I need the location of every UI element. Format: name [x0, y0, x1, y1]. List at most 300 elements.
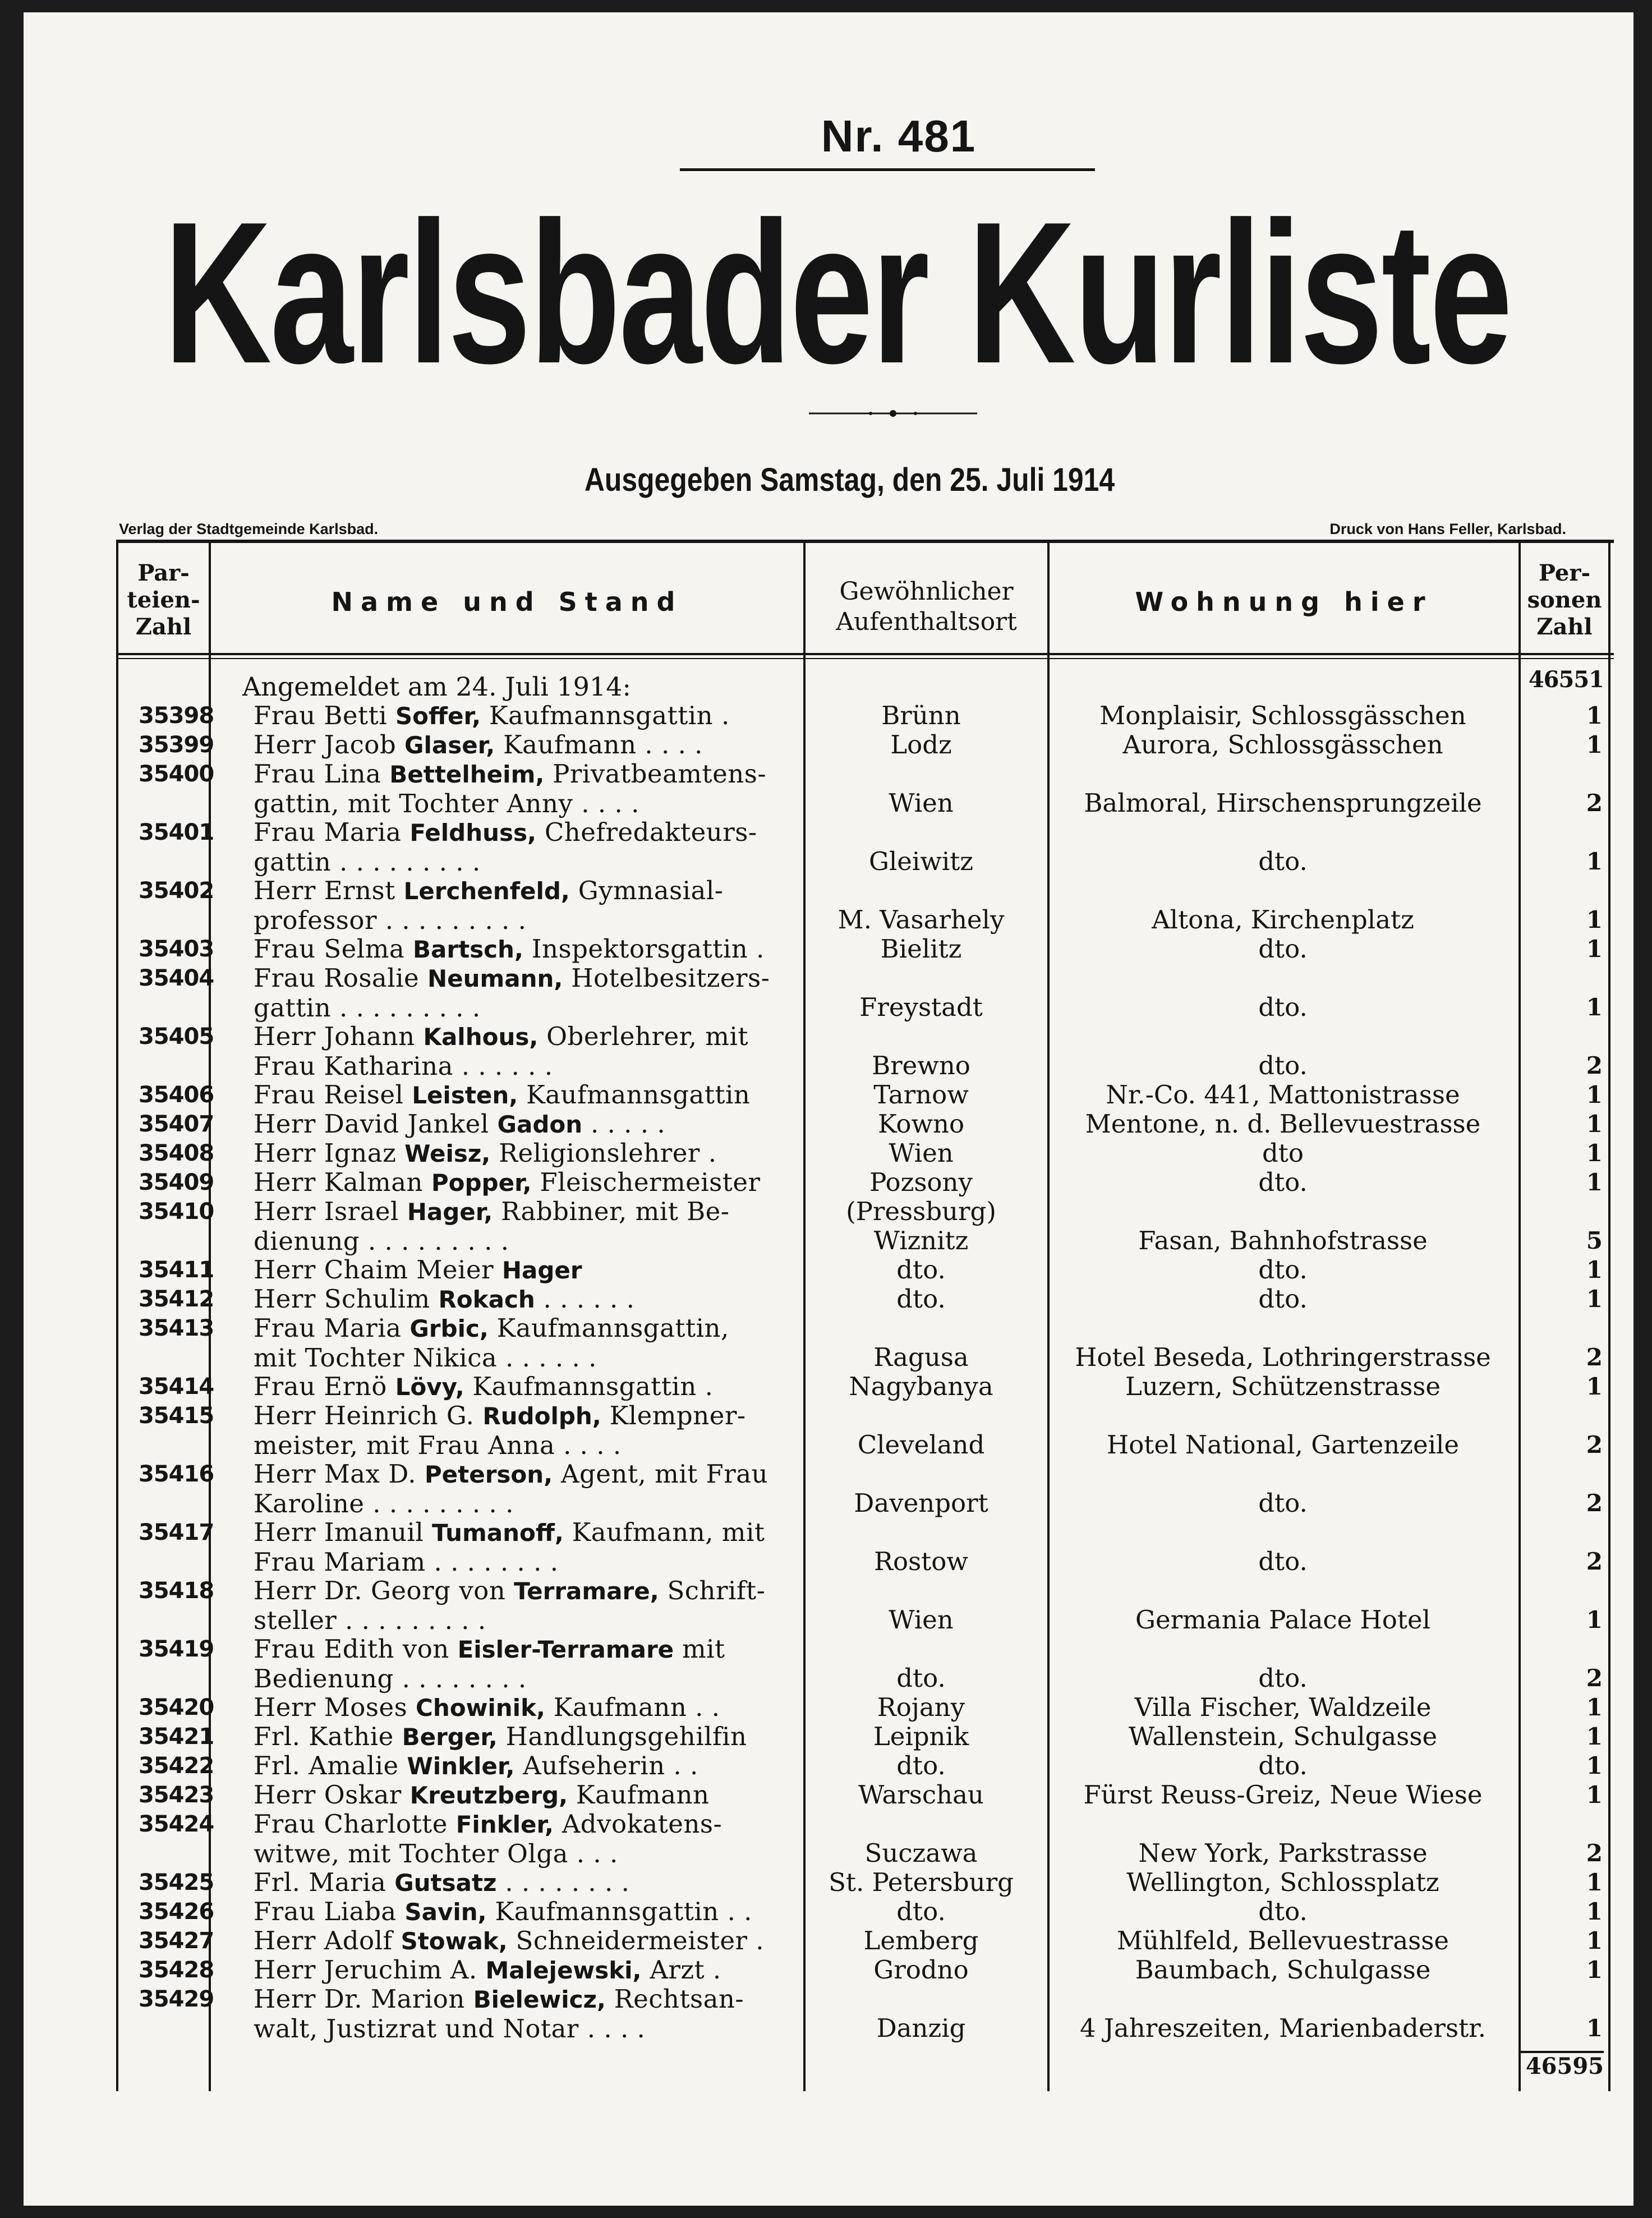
party-number: 35399 [139, 732, 214, 758]
guest-occupation: Kaufmannsgattin [526, 1080, 751, 1110]
guest-title: Herr Heinrich G. [254, 1401, 475, 1430]
usual-residence: St. Petersburg [829, 1867, 1014, 1897]
usual-residence: Cleveland [857, 1430, 985, 1460]
guest-surname: Glaser, [404, 731, 495, 759]
guest-surname: Bielewicz, [473, 1986, 606, 2013]
party-number: 35402 [139, 878, 214, 904]
usual-residence: dto. [896, 1255, 946, 1285]
local-lodging: dto [1262, 1138, 1304, 1168]
guest-title: Herr David Jankel [254, 1109, 489, 1139]
person-count: 1 [1586, 1606, 1603, 1633]
usual-residence: Lodz [890, 730, 952, 760]
guest-name-and-status [254, 701, 876, 731]
table-row [116, 1372, 1614, 1401]
usual-residence: Wien [889, 788, 954, 818]
person-count: 1 [1586, 1752, 1603, 1779]
guest-surname: Lövy, [395, 1373, 464, 1401]
guest-occupation: Rechtsan- walt, Justizrat und Notar . . . . [254, 1984, 744, 2044]
guest-occupation: Chefredakteurs- gattin . . . . . . . . . [254, 817, 757, 877]
guest-name-and-status [254, 1022, 876, 1081]
guest-title: Frau Charlotte [254, 1809, 448, 1839]
guest-title: Herr Oskar [254, 1780, 402, 1810]
person-count: 2 [1586, 1343, 1603, 1371]
guest-name-and-status [254, 1255, 876, 1285]
usual-residence: Tarnow [873, 1080, 969, 1110]
usual-residence: Rostow [874, 1547, 968, 1576]
guest-name-and-status [254, 1576, 876, 1635]
guest-name-and-status [254, 1780, 876, 1810]
table-row [116, 876, 1614, 935]
guest-occupation: Inspektorsgattin . [531, 934, 765, 964]
newspaper-page [24, 12, 1633, 2206]
person-count: 1 [1586, 935, 1603, 963]
party-number: 35414 [139, 1374, 214, 1400]
usual-residence: Kowno [877, 1109, 965, 1139]
table-row [116, 818, 1614, 876]
guest-surname: Feldhuss, [409, 819, 537, 846]
party-number: 35426 [139, 1899, 214, 1925]
guest-occupation: Hotelbesitzers- gattin . . . . . . . . . [254, 963, 770, 1023]
masthead-title: Karlsbader Kurliste [164, 180, 1511, 406]
local-lodging: dto. [1258, 1051, 1308, 1080]
usual-residence: Suczawa [864, 1838, 978, 1868]
guest-surname: Winkler, [407, 1752, 515, 1780]
issue-date-line: Ausgegeben Samstag, den 25. Juli 1914 [584, 462, 1115, 498]
person-count: 1 [1586, 731, 1603, 758]
guest-occupation: Gymnasial- professor . . . . . . . . . [254, 876, 724, 935]
person-count: 1 [1586, 848, 1603, 875]
party-number: 35420 [139, 1695, 214, 1720]
guest-name-and-status [254, 964, 876, 1023]
table-row [116, 1110, 1614, 1139]
issue-rule [680, 168, 1095, 171]
table-row [116, 1576, 1614, 1635]
party-number: 35429 [139, 1986, 214, 2012]
guest-name-and-status [254, 818, 876, 877]
person-count: 1 [1586, 1081, 1603, 1108]
person-count: 1 [1586, 1956, 1603, 1984]
guest-name-and-status [254, 1460, 876, 1518]
table-row [116, 1314, 1614, 1372]
guest-occupation: . . . . . . . . [505, 1867, 630, 1897]
guest-surname: Popper, [431, 1169, 532, 1197]
party-number: 35412 [139, 1286, 214, 1312]
local-lodging: dto. [1258, 1751, 1308, 1780]
local-lodging: Hotel Beseda, Lothringerstrasse [1075, 1342, 1491, 1372]
party-number: 35417 [139, 1520, 214, 1545]
guest-name-and-status [254, 1635, 876, 1694]
local-lodging: dto. [1258, 1167, 1308, 1197]
guest-occupation: Handlungsgehilfin [505, 1722, 747, 1751]
usual-residence: Davenport [854, 1488, 988, 1518]
local-lodging: Germania Palace Hotel [1135, 1605, 1430, 1635]
guest-title: Herr Dr. Georg von [254, 1576, 506, 1605]
person-count: 1 [1586, 1110, 1603, 1138]
usual-residence: dto. [896, 1897, 946, 1926]
person-count: 1 [1586, 1373, 1603, 1400]
guest-title: Frau Maria [254, 817, 402, 847]
guest-name-and-status [254, 1168, 876, 1198]
person-count: 2 [1586, 1489, 1603, 1517]
guest-name-and-status [254, 1314, 876, 1373]
table-row [116, 1751, 1614, 1780]
usual-residence: Wiznitz [873, 1226, 969, 1255]
guest-name-and-status [254, 935, 876, 964]
guest-title: Frau Betti [254, 701, 388, 730]
party-number: 35407 [139, 1111, 214, 1137]
table-row [116, 1139, 1614, 1168]
guest-surname: Hager [501, 1257, 582, 1284]
party-number: 35405 [139, 1024, 214, 1050]
column-header-number: Par- teien- Zahl [127, 560, 200, 640]
guest-occupation: Agent, mit Frau Karoline . . . . . . . . . [254, 1459, 769, 1518]
usual-residence: dto. [896, 1663, 946, 1693]
guest-occupation: Aufseherin . . [523, 1751, 698, 1780]
guest-title: Herr Chaim Meier [254, 1255, 494, 1285]
table-row [116, 1285, 1614, 1314]
usual-residence: Wien [889, 1605, 954, 1635]
party-number: 35408 [139, 1140, 214, 1166]
local-lodging: dto. [1258, 1897, 1308, 1926]
usual-residence: M. Vasarhely [837, 905, 1005, 935]
table-row [116, 1868, 1614, 1897]
guest-surname: Gadon [497, 1111, 583, 1138]
guest-title: Herr Johann [254, 1021, 415, 1051]
guest-name-and-status [254, 1139, 876, 1168]
usual-residence: Nagybanya [849, 1372, 993, 1401]
usual-residence: Warschau [858, 1780, 984, 1810]
guest-surname: Tumanoff, [432, 1519, 564, 1547]
column-header-origin: Gewöhnlicher Aufenthaltsort [836, 577, 1017, 636]
guest-surname: Peterson, [424, 1461, 553, 1488]
guest-surname: Chowinik, [416, 1694, 545, 1722]
usual-residence: Leipnik [873, 1722, 969, 1751]
ornament-divider [809, 409, 977, 417]
guest-name-and-status [254, 1751, 876, 1781]
guest-title: Herr Imanuil [254, 1517, 424, 1547]
guest-surname: Rokach [438, 1286, 535, 1313]
local-lodging: Fürst Reuss-Greiz, Neue Wiese [1083, 1780, 1483, 1810]
table-row [116, 1810, 1614, 1868]
guest-occupation: Privatbeamtens- gattin, mit Tochter Anny . . . . [254, 759, 767, 818]
person-count: 1 [1586, 1869, 1603, 1896]
guest-occupation: mit Bedienung . . . . . . . . [254, 1634, 725, 1694]
table-row [116, 760, 1614, 818]
person-count: 1 [1586, 1139, 1603, 1167]
usual-residence: Pozsony (Pressburg) [846, 1167, 996, 1226]
guest-title: Herr Dr. Marion [254, 1984, 465, 2014]
table-row [116, 964, 1614, 1022]
guest-title: Herr Adolf [254, 1926, 393, 1955]
local-lodging: Villa Fischer, Waldzeile [1134, 1692, 1432, 1722]
usual-residence: Grodno [873, 1955, 969, 1985]
party-number: 35398 [139, 703, 214, 729]
person-count: 1 [1586, 1723, 1603, 1750]
guest-title: Herr Schulim [254, 1284, 430, 1314]
table-row [116, 1635, 1614, 1693]
running-total-end: 46595 [1518, 2051, 1604, 2079]
guest-surname: Terramare, [514, 1577, 659, 1605]
issue-number: Nr. 481 [821, 111, 977, 161]
guest-title: Herr Ernst [254, 876, 395, 905]
party-number: 35428 [139, 1957, 214, 1983]
usual-residence: Rojany [877, 1692, 965, 1722]
party-number: 35425 [139, 1870, 214, 1895]
guest-title: Frl. Maria [254, 1867, 386, 1897]
party-number: 35423 [139, 1782, 214, 1808]
party-number: 35427 [139, 1928, 214, 1954]
table-row [116, 1693, 1614, 1722]
guest-surname: Grbic, [409, 1315, 489, 1342]
local-lodging: dto. [1258, 1547, 1308, 1576]
guest-name-and-status [254, 1955, 876, 1985]
guest-surname: Bartsch, [413, 936, 523, 963]
local-lodging: Baumbach, Schulgasse [1135, 1955, 1431, 1985]
party-number: 35406 [139, 1082, 214, 1108]
guest-occupation: Arzt . [650, 1955, 721, 1985]
table-row [116, 1780, 1614, 1810]
party-number: 35415 [139, 1403, 214, 1429]
guest-title: Herr Jacob [254, 730, 397, 760]
person-count: 1 [1586, 1898, 1603, 1925]
local-lodging: Balmoral, Hirschensprungzeile [1084, 788, 1482, 818]
guest-title: Frau Lina [254, 759, 381, 789]
header-rule [116, 658, 1614, 659]
usual-residence: Freystadt [859, 992, 983, 1022]
table-row [116, 1255, 1614, 1285]
local-lodging: dto. [1258, 934, 1308, 964]
local-lodging: Mühlfeld, Bellevuestrasse [1116, 1926, 1449, 1955]
person-count: 1 [1586, 2014, 1603, 2042]
guest-surname: Hager, [407, 1198, 493, 1226]
guest-surname: Malejewski, [485, 1957, 642, 1984]
party-number: 35400 [139, 761, 214, 787]
local-lodging: dto. [1258, 1284, 1308, 1314]
table-row [116, 1460, 1614, 1518]
guest-title: Frau Liaba [254, 1897, 397, 1926]
guest-name-and-status [254, 1693, 876, 1723]
table-row [116, 1897, 1614, 1926]
guest-occupation: Kaufmannsgattin . [489, 701, 730, 730]
person-count: 1 [1586, 1694, 1603, 1721]
party-number: 35418 [139, 1578, 214, 1604]
guest-name-and-status [254, 1985, 876, 2044]
guest-name-and-status [254, 1401, 876, 1460]
person-count: 1 [1586, 1256, 1603, 1283]
guest-occupation: Advokatens- witwe, mit Tochter Olga . . . [254, 1809, 723, 1869]
local-lodging: dto. [1258, 1255, 1308, 1285]
column-header-residence: Wohnung hier [1135, 587, 1433, 617]
usual-residence: Wien [889, 1138, 954, 1168]
table-row [116, 730, 1614, 760]
guest-occupation: Kaufmann . . . . [503, 730, 703, 760]
guest-title: Frl. Amalie [254, 1751, 399, 1780]
usual-residence: dto. [896, 1751, 946, 1780]
table-row [116, 701, 1614, 730]
person-count: 2 [1586, 1548, 1603, 1575]
party-number: 35404 [139, 965, 214, 991]
guest-occupation: Klempner- meister, mit Frau Anna . . . . [254, 1401, 746, 1460]
local-lodging: Wellington, Schlossplatz [1126, 1867, 1439, 1897]
guest-name-and-status [254, 1197, 876, 1256]
party-number: 35403 [139, 936, 214, 962]
table-row [116, 1022, 1614, 1080]
person-count: 1 [1586, 702, 1603, 729]
person-count: 2 [1586, 789, 1603, 817]
usual-residence: Brewno [872, 1051, 970, 1080]
local-lodging: Hotel National, Gartenzeile [1106, 1430, 1460, 1460]
guest-title: Herr Moses [254, 1692, 408, 1722]
running-total-start: 46551 [1528, 666, 1604, 693]
local-lodging: New York, Parkstrasse [1138, 1838, 1428, 1868]
guest-title: Frau Maria [254, 1313, 402, 1343]
guest-name-and-status [254, 1722, 876, 1752]
guest-occupation: . . . . . [590, 1109, 666, 1139]
publisher-line: Verlag der Stadtgemeinde Karlsbad. [119, 521, 379, 537]
guest-title: Frau Ernö [254, 1372, 387, 1401]
guest-occupation: Kaufmann [576, 1780, 710, 1810]
guest-title: Herr Kalman [254, 1167, 424, 1197]
guest-surname: Stowak, [401, 1927, 508, 1955]
guest-name-and-status [254, 1897, 876, 1927]
guest-title: Frau Edith von [254, 1634, 449, 1664]
guest-occupation: Kaufmann, mit Frau Mariam . . . . . . . . [254, 1517, 765, 1577]
guest-occupation: Oberlehrer, mit Frau Katharina . . . . . . [254, 1021, 748, 1081]
guest-surname: Leisten, [412, 1082, 518, 1109]
local-lodging: Nr.-Co. 441, Mattonistrasse [1106, 1080, 1460, 1110]
local-lodging: Mentone, n. d. Bellevuestrasse [1085, 1109, 1481, 1139]
guest-surname: Finkler, [455, 1811, 554, 1838]
local-lodging: Altona, Kirchenplatz [1152, 905, 1414, 935]
party-number: 35422 [139, 1753, 214, 1779]
guest-occupation: Kaufmann . . [553, 1692, 720, 1722]
party-number: 35409 [139, 1170, 214, 1195]
guest-occupation: Kaufmannsgattin, mit Tochter Nikica . . . . . . [254, 1313, 729, 1373]
guest-name-and-status [254, 730, 876, 760]
guest-name-and-status [254, 1810, 876, 1869]
guest-surname: Kalhous, [423, 1023, 539, 1051]
guest-occupation: Religionslehrer . [499, 1138, 717, 1168]
guest-surname: Berger, [402, 1723, 498, 1751]
guest-name-and-status [254, 760, 876, 818]
usual-residence: Gleiwitz [868, 846, 974, 876]
guest-occupation: Kaufmannsgattin . [472, 1372, 714, 1401]
party-number: 35421 [139, 1724, 214, 1750]
guest-name-and-status [254, 1110, 876, 1139]
usual-residence: Danzig [876, 2013, 966, 2043]
guest-title: Frau Rosalie [254, 963, 420, 993]
guest-title: Herr Israel [254, 1197, 399, 1226]
local-lodging: 4 Jahreszeiten, Marienbaderstr. [1079, 2013, 1487, 2043]
guest-name-and-status [254, 1868, 876, 1898]
guest-occupation: . . . . . . [543, 1284, 635, 1314]
guest-title: Frau Reisel [254, 1080, 404, 1110]
guest-title: Herr Max D. [254, 1459, 417, 1489]
registration-heading: Angemeldet am 24. Juli 1914: [242, 671, 631, 702]
local-lodging: Aurora, Schlossgässchen [1122, 730, 1443, 760]
guest-name-and-status [254, 1285, 876, 1314]
person-count: 2 [1586, 1431, 1603, 1458]
guest-surname: Neumann, [427, 965, 563, 992]
table-row [116, 1985, 1614, 2043]
party-number: 35419 [139, 1636, 214, 1662]
column-header-persons: Per- sonen Zahl [1527, 560, 1602, 640]
guest-surname: Soffer, [395, 702, 481, 730]
guest-occupation: Schrift- steller . . . . . . . . . [254, 1576, 766, 1635]
guest-name-and-status [254, 1080, 876, 1110]
guest-list-table [116, 540, 1614, 2079]
local-lodging: Wallenstein, Schulgasse [1128, 1722, 1438, 1751]
guest-surname: Bettelheim, [389, 761, 545, 788]
table-row [116, 1518, 1614, 1576]
table-row [116, 1955, 1614, 1985]
person-count: 1 [1586, 1927, 1603, 1954]
person-count: 1 [1586, 906, 1603, 933]
local-lodging: Monplaisir, Schlossgässchen [1099, 701, 1466, 730]
usual-residence: dto. [896, 1284, 946, 1314]
guest-occupation: Fleischermeister [540, 1167, 761, 1197]
column-header-name: Name und Stand [331, 587, 683, 617]
usual-residence: Lemberg [863, 1926, 979, 1955]
guest-surname: Gutsatz [394, 1869, 497, 1897]
local-lodging: dto. [1258, 846, 1308, 876]
guest-name-and-status [254, 1926, 876, 1956]
guest-surname: Savin, [404, 1898, 487, 1926]
guest-surname: Lerchenfeld, [403, 877, 570, 905]
guest-occupation: Kaufmannsgattin . . [495, 1897, 752, 1926]
local-lodging: Fasan, Bahnhofstrasse [1138, 1226, 1428, 1255]
local-lodging: dto. [1258, 1488, 1308, 1518]
person-count: 1 [1586, 993, 1603, 1021]
table-row [116, 1197, 1614, 1255]
usual-residence: Bielitz [880, 934, 962, 964]
person-count: 2 [1586, 1052, 1603, 1079]
local-lodging: dto. [1258, 1663, 1308, 1693]
person-count: 1 [1586, 1285, 1603, 1313]
usual-residence: Ragusa [873, 1342, 969, 1372]
person-count: 2 [1586, 1664, 1603, 1692]
table-row [116, 1401, 1614, 1460]
party-number: 35424 [139, 1811, 214, 1837]
party-number: 35413 [139, 1315, 214, 1341]
guest-occupation: Rabbiner, mit Be- dienung . . . . . . . . . [254, 1197, 730, 1256]
header-rule [116, 653, 1614, 655]
guest-occupation: Schneidermeister . [516, 1926, 765, 1955]
guest-surname: Eisler-Terramare [457, 1636, 674, 1663]
person-count: 1 [1586, 1168, 1603, 1196]
person-count: 5 [1586, 1227, 1603, 1254]
guest-surname: Kreutzberg, [409, 1782, 568, 1809]
guest-title: Frau Selma [254, 934, 405, 964]
party-number: 35411 [139, 1257, 214, 1283]
party-number: 35401 [139, 820, 214, 845]
table-row [116, 1722, 1614, 1751]
guest-surname: Rudolph, [482, 1402, 601, 1430]
usual-residence: Brünn [881, 701, 961, 730]
printer-line: Druck von Hans Feller, Karlsbad. [1329, 521, 1566, 537]
person-count: 1 [1586, 1781, 1603, 1809]
party-number: 35410 [139, 1199, 214, 1225]
guest-title: Herr Ignaz [254, 1138, 397, 1168]
party-number: 35416 [139, 1461, 214, 1487]
guest-title: Herr Jeruchim A. [254, 1955, 477, 1985]
guest-name-and-status [254, 876, 876, 935]
guest-title: Frl. Kathie [254, 1722, 394, 1751]
person-count: 2 [1586, 1839, 1603, 1867]
local-lodging: Luzern, Schützenstrasse [1125, 1372, 1441, 1401]
guest-name-and-status [254, 1518, 876, 1577]
local-lodging: dto. [1258, 992, 1308, 1022]
